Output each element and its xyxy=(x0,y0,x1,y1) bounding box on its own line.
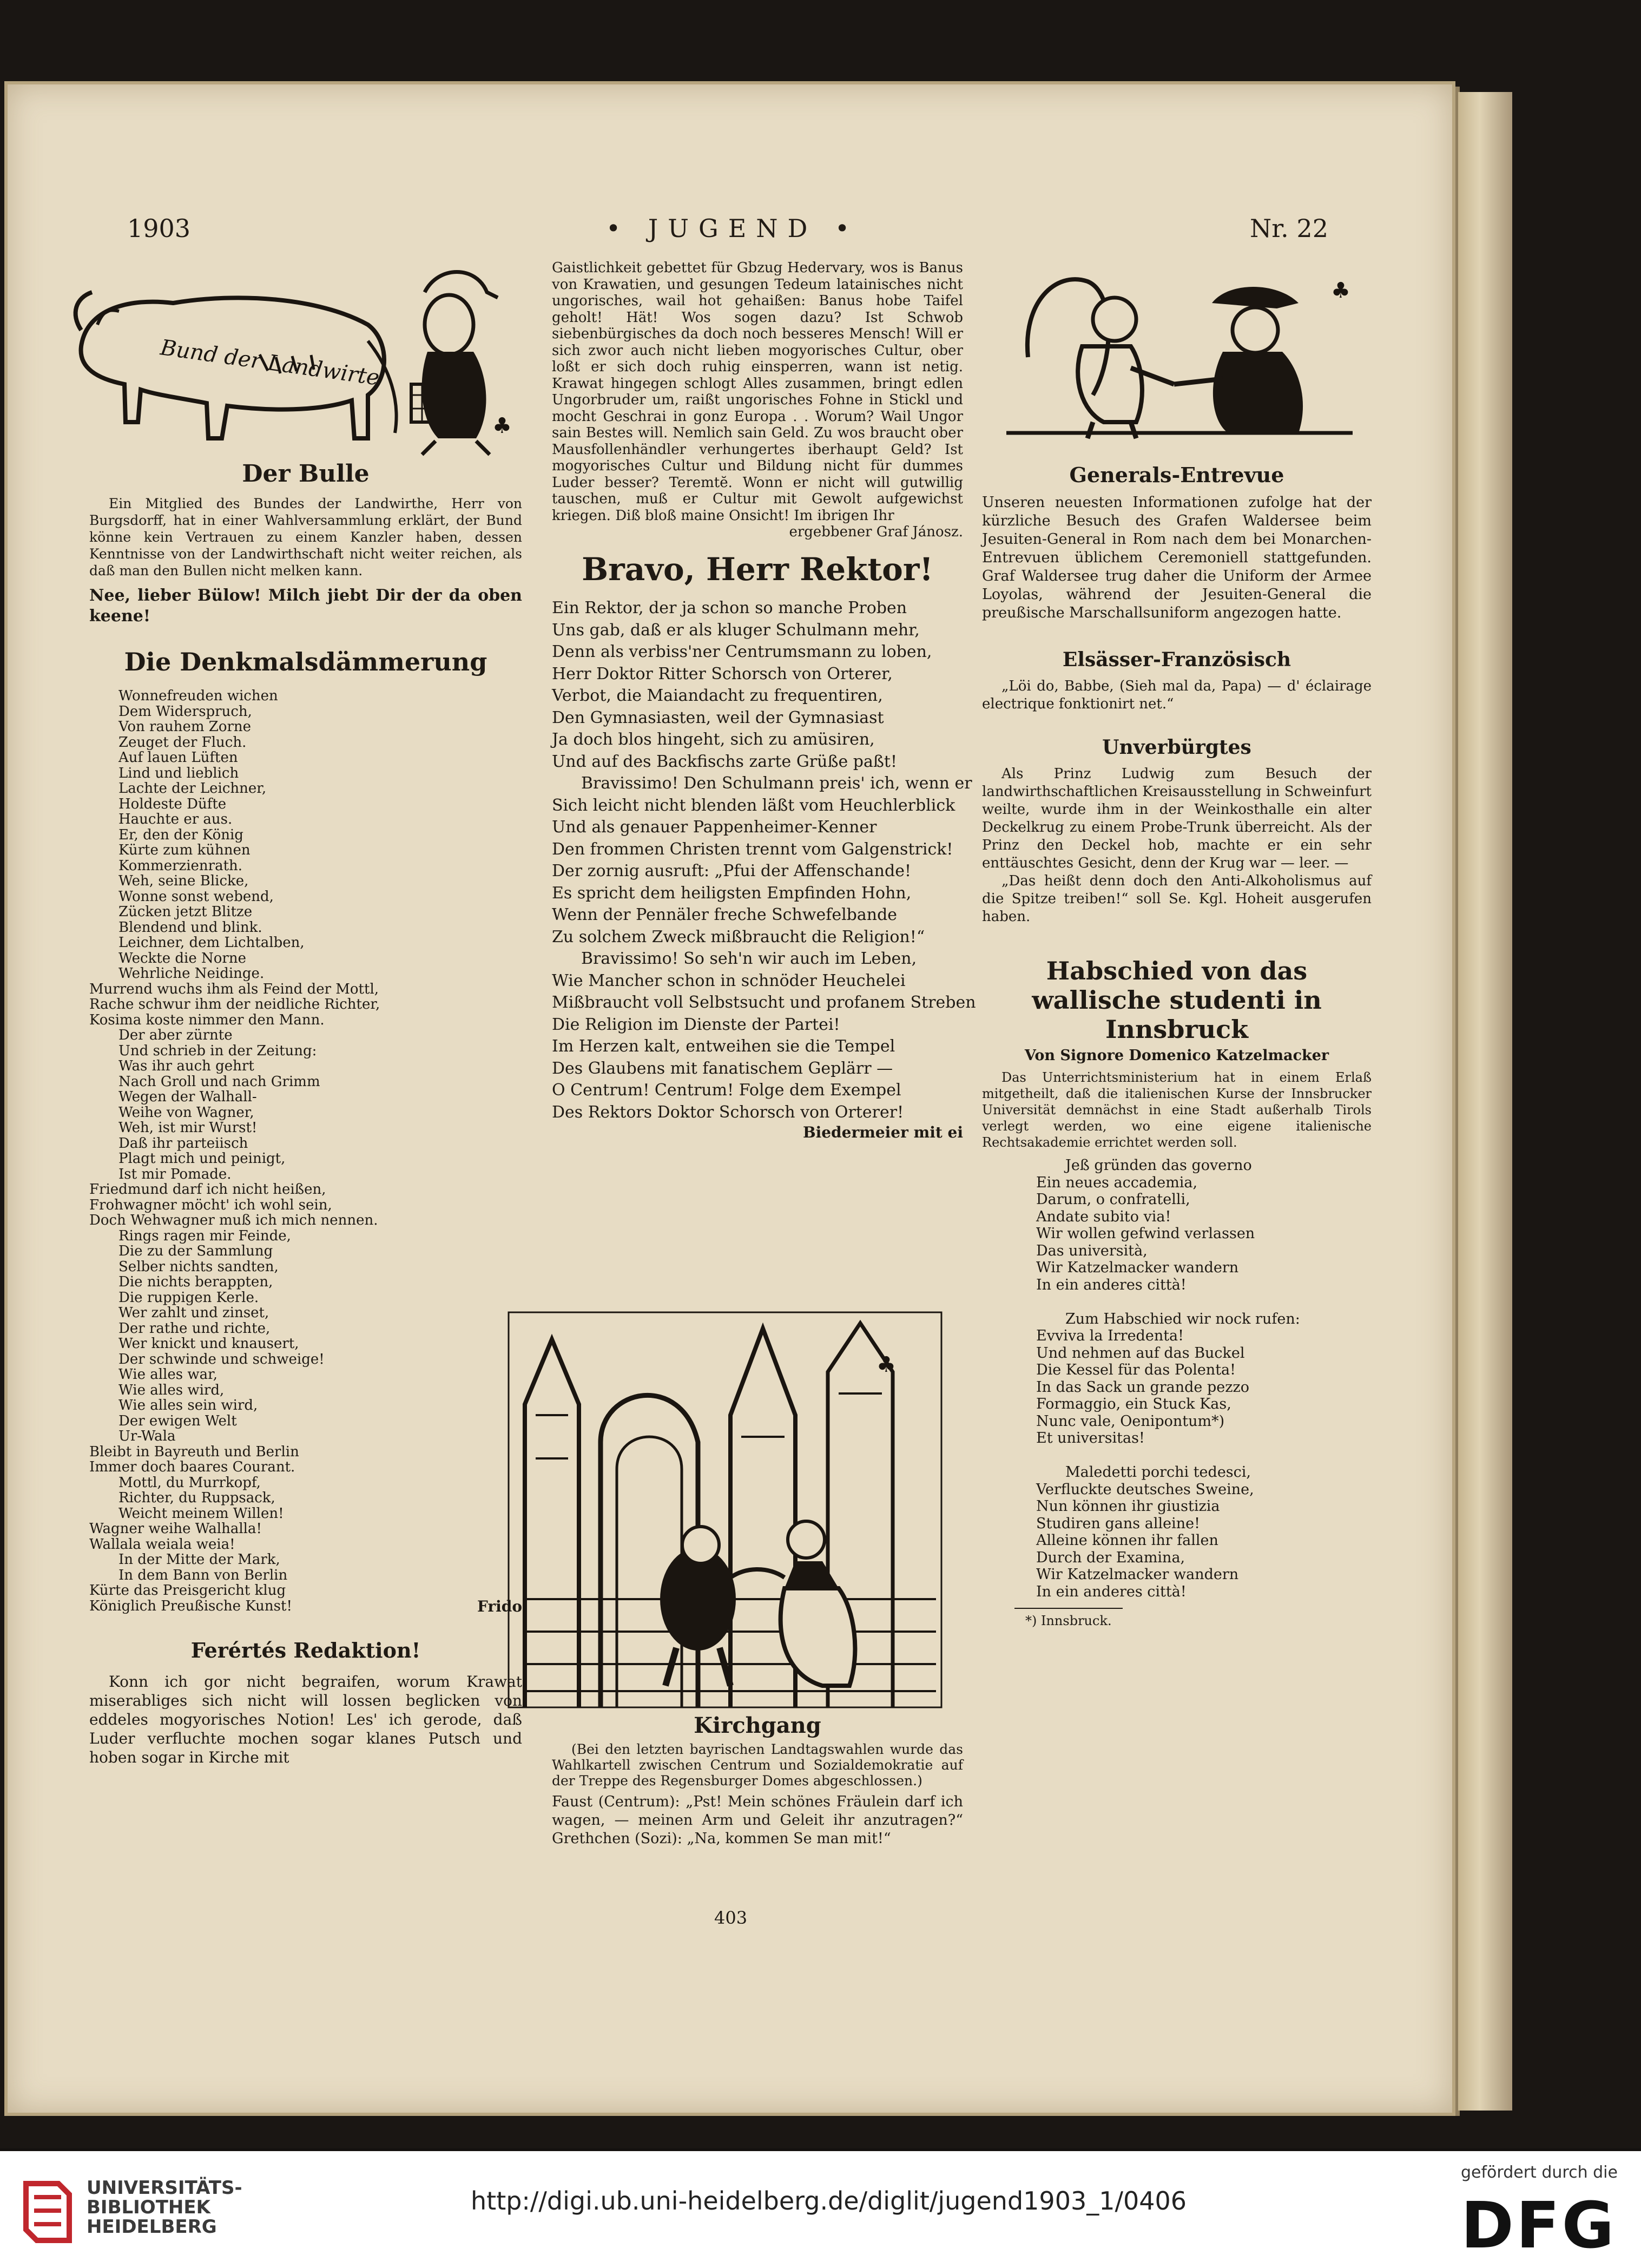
generals-text: Unseren neuesten Informationen zufolge hat der kürzliche Besuch des Grafen Waldersee beim Jesuiten-General in Rom nach dem bei Monarchen-Entrevuen üblichem Ceremoniell stattgefunden. Graf Waldersee trug daher die Uniform der Armee Loyolas, während der Jesuiten-General die preußische Marschallsuniform angezogen hatte. xyxy=(982,494,1372,621)
header-number: Nr. 22 xyxy=(1250,214,1328,243)
poem-line: Lachte der Leichner, xyxy=(118,780,267,797)
poem-line: Alleine können ihr fallen xyxy=(1036,1532,1218,1549)
source-url[interactable]: http://digi.ub.uni-heidelberg.de/diglit/jugend1903_1/0406 xyxy=(471,2186,1187,2216)
poem-line: Zum Habschied wir nock rufen: xyxy=(1065,1310,1300,1327)
poem-line: Ja doch blos hingeht, sich zu amüsiren, xyxy=(552,730,875,749)
header-year: 1903 xyxy=(127,214,191,243)
poem-line: Maledetti porchi tedesci, xyxy=(1065,1464,1251,1481)
poem-line: Wer zahlt und zinset, xyxy=(118,1305,269,1321)
habschied-intro: Das Unterrichtsministerium hat in einem Erlaß mitgetheilt, daß die italienischen Kurse der Innsbrucker Universität demnächst in eine Stadt außerhalb Tirols verlegt werden, wo eine eigene italienische Rechtsakademie errichtet werden soll. xyxy=(982,1070,1372,1150)
bravo-title: Bravo, Herr Rektor! xyxy=(582,551,933,588)
bulle-title: Der Bulle xyxy=(242,460,370,488)
page-number: 403 xyxy=(714,1908,748,1928)
club-glyph-church: ♣ xyxy=(876,1352,896,1377)
book-spine xyxy=(1458,92,1512,2111)
poem-line: Wagner weihe Walhalla! xyxy=(89,1521,262,1537)
generals-drawing-svg xyxy=(996,260,1369,460)
elsaesser-text: „Löi do, Babbe, (Sieh mal da, Papa) — d' éclairage electrique fonktionirt net.“ xyxy=(982,678,1372,712)
habschied-author: Von Signore Domenico Katzelmacker xyxy=(1024,1047,1329,1064)
poem-line: Den Gymnasiasten, weil der Gymnasiast xyxy=(552,708,884,727)
poem-line: Hauchte er aus. xyxy=(118,811,233,827)
poem-line: Wir wollen gefwind verlassen xyxy=(1036,1225,1255,1242)
header-title: • JUGEND • xyxy=(606,214,860,243)
poem-line: Friedmund darf ich nicht heißen, xyxy=(89,1181,326,1198)
poem-line: Leichner, dem Lichtalben, xyxy=(118,935,305,951)
poem-line: Frohwagner möcht' ich wohl sein, xyxy=(89,1197,332,1213)
unverbuergtes-text: Als Prinz Ludwig zum Besuch der landwirthschaftlichen Kreisausstellung in Schweinfurt weilte, wurde ihm in der Weinkosthalle ein alter Deckelkrug zu einem Probe-Trunk überreicht. Als der Prinz den Deckel hob, machte er ein sehr enttäuschtes Gesicht, denn der Krug war — leer. — xyxy=(982,766,1372,871)
bulle-text: Ein Mitglied des Bundes der Landwirthe, Herr von Burgsdorff, hat in einer Wahlversammlung erklärt, der Bund könne kein Vertrauen zu einem Kanzler haben, dessen Kenntnisse von der Landwirthschaft nicht weiter reichen, als daß man den Bullen nicht melken kann. xyxy=(89,496,522,578)
bulle-quote: Nee, lieber Bülow! Milch jiebt Dir der da oben keene! xyxy=(89,586,522,626)
poem-line: Doch Wehwagner muß ich mich nennen. xyxy=(89,1212,378,1228)
poem-line: Verbot, die Maiandacht zu frequentiren, xyxy=(552,686,883,705)
poem-line: Weicht meinem Willen! xyxy=(118,1505,284,1522)
poem-line: Wie alles war, xyxy=(118,1366,218,1383)
poem-line: Weh, seine Blicke, xyxy=(118,873,249,889)
habschied-title: Habschied von das wallische studenti in Innsbruck xyxy=(1032,956,1322,1044)
right-column xyxy=(982,463,1372,1630)
elsaesser-title: Elsässer-Französisch xyxy=(1062,648,1291,671)
poem-line: Evviva la Irredenta! xyxy=(1036,1327,1184,1344)
poem-line: Und als genauer Pappenheimer-Kenner xyxy=(552,818,877,837)
poem-line: Jeß gründen das governo xyxy=(1065,1157,1252,1174)
denkmal-poem xyxy=(89,688,522,1614)
poem-line: Wonnefreuden wichen xyxy=(118,688,278,704)
poem-line: Durch der Examina, xyxy=(1036,1549,1185,1566)
poem-line: Rings ragen mir Feinde, xyxy=(118,1227,291,1244)
generals-illustration xyxy=(996,260,1369,460)
poem-line: Auf lauen Lüften xyxy=(118,750,238,766)
poem-line: Wir Katzelmacker wandern xyxy=(1036,1566,1239,1583)
poem-line: Bleibt in Bayreuth und Berlin xyxy=(89,1443,299,1460)
poem-line: Wallala weiala weia! xyxy=(89,1536,235,1553)
footnote-rule xyxy=(1014,1608,1123,1609)
poem-line: Der rathe und richte, xyxy=(118,1320,271,1337)
poem-line: Kosima koste nimmer den Mann. xyxy=(89,1011,325,1028)
poem-line: Zeuget der Fluch. xyxy=(118,734,247,751)
generals-title: Generals-Entrevue xyxy=(1069,463,1284,487)
poem-line: Kürte das Preisgericht klug xyxy=(89,1582,286,1599)
library-name: UNIVERSITÄTS- BIBLIOTHEK HEIDELBERG xyxy=(87,2177,242,2238)
ferertes-title: Ferértés Redaktion! xyxy=(190,1638,421,1662)
poem-line: Weh, ist mir Wurst! xyxy=(118,1120,258,1136)
poem-line: Et universitas! xyxy=(1036,1430,1145,1447)
poem-line: Was ihr auch gehrt xyxy=(118,1058,254,1074)
poem-line: Wegen der Walhall- xyxy=(118,1089,257,1105)
poem-line: O Centrum! Centrum! Folge dem Exempel xyxy=(552,1081,901,1100)
poem-line: Kommerzienrath. xyxy=(118,857,243,874)
poem-line: Und nehmen auf das Buckel xyxy=(1036,1344,1245,1362)
poem-line: Des Glaubens mit fanatischem Geplärr — xyxy=(552,1059,893,1078)
poem-line: Wonne sonst webend, xyxy=(118,888,274,905)
poem-line: Mottl, du Murrkopf, xyxy=(118,1474,261,1491)
poem-line: Lind und lieblich xyxy=(118,765,239,781)
poem-line: Ein Rektor, der ja schon so manche Proben xyxy=(552,599,907,617)
poem-line: In ein anderes città! xyxy=(1036,1583,1187,1600)
poem-line: In der Mitte der Mark, xyxy=(118,1552,280,1568)
poem-line: Des Rektors Doktor Schorsch von Orterer! xyxy=(552,1102,904,1122)
poem-line: Nun können ihr giustizia xyxy=(1036,1498,1220,1515)
poem-line: Dem Widerspruch, xyxy=(118,703,252,720)
poem-line: Der zornig ausruft: „Pfui der Affenschande! xyxy=(552,862,911,880)
bull-label: Bund der Landwirte xyxy=(159,335,381,391)
poem-line: Bravissimo! Den Schulmann preis' ich, wenn er xyxy=(581,774,972,793)
poem-line: Mißbraucht voll Selbstsucht und profanem Streben xyxy=(552,993,976,1012)
bravo-poem xyxy=(552,597,976,1123)
poem-line: Den frommen Christen trennt vom Galgenstrick! xyxy=(552,839,953,859)
kirchgang-illustration xyxy=(503,1307,947,1713)
poem-line: Er, den der König xyxy=(118,826,243,843)
unverbuergtes-quote: „Das heißt denn doch den Anti-Alkoholismus auf die Spitze treiben!“ soll Se. Kgl. Hoheit ausgerufen haben. xyxy=(982,873,1372,925)
poem-line: Holdeste Düfte xyxy=(118,796,227,812)
poem-line: Andate subito via! xyxy=(1036,1208,1171,1225)
club-glyph: ♣ xyxy=(492,413,512,438)
poem-line: Denn als verbiss'ner Centrumsmann zu loben, xyxy=(552,642,932,661)
bull-drawing-svg xyxy=(65,260,514,460)
poem-line xyxy=(1036,1293,1372,1311)
poem-line: Zu solchem Zweck mißbraucht die Religion!“ xyxy=(552,927,925,946)
poem-line: Ur-Wala xyxy=(118,1428,176,1444)
poem-line: In ein anderes città! xyxy=(1036,1276,1187,1293)
poem-line: Kürte zum kühnen xyxy=(118,842,251,858)
poem-line: Bravissimo! So seh'n wir auch im Leben, xyxy=(581,949,917,968)
poem-line: In dem Bann von Berlin xyxy=(118,1567,288,1583)
poem-line: Und auf des Backfischs zarte Grüße paßt! xyxy=(552,752,898,771)
poem-line: Nach Groll und nach Grimm xyxy=(118,1073,320,1090)
poem-line: Wie Mancher schon in schnöder Heuchelei xyxy=(552,971,906,990)
poem-line: Wie alles sein wird, xyxy=(118,1397,258,1414)
poem-line: Verfluckte deutsches Sweine, xyxy=(1036,1481,1254,1498)
poem-line: Studiren gans alleine! xyxy=(1036,1515,1200,1532)
bravo-signature: Biedermeier mit ei xyxy=(802,1123,963,1141)
kirchgang-block xyxy=(552,1713,963,1848)
poem-line: Herr Doktor Ritter Schorsch von Orterer, xyxy=(552,664,893,683)
denkmal-signature: Frido xyxy=(477,1598,522,1615)
poem-line: Im Herzen kalt, entweihen sie die Tempel xyxy=(552,1037,895,1056)
poem-line: Die Kessel für das Polenta! xyxy=(1036,1362,1236,1378)
poem-line: Und schrieb in der Zeitung: xyxy=(118,1042,317,1059)
poem-line: Wer knickt und knausert, xyxy=(118,1336,299,1352)
library-logo-icon xyxy=(15,2175,80,2249)
kirchgang-caption: (Bei den letzten bayrischen Landtagswahlen wurde das Wahlkartell zwischen Centrum und Sozialdemokratie auf der Treppe des Regensburger Domes abgeschlossen.) xyxy=(552,1741,963,1789)
poem-line: Formaggio, ein Stuck Kas, xyxy=(1036,1396,1231,1412)
poem-line: Die nichts berappten, xyxy=(118,1274,273,1290)
poem-line: Ist mir Pomade. xyxy=(118,1166,232,1182)
ferertes-text: Konn ich gor nicht begraifen, worum Krawat miserabliges sich nicht will lossen beglicken von eddeles mogyorisches Notion! Les' ich gerode, daß Luder verfluchte mochen sogar klanes Putsch und hoben sogar in Kirche mit xyxy=(89,1673,522,1766)
habschied-poem xyxy=(1036,1157,1372,1600)
left-column xyxy=(89,460,522,1767)
denkmal-title: Die Denkmalsdämmerung xyxy=(124,647,487,676)
dfg-logo: DFG xyxy=(1461,2188,1617,2263)
poem-line: Wenn der Pennäler freche Schwefelbande xyxy=(552,905,898,924)
kirchgang-title: Kirchgang xyxy=(694,1713,821,1738)
poem-line: Nunc vale, Oenipontum*) xyxy=(1036,1412,1225,1430)
digitization-footer xyxy=(0,2151,1641,2268)
funding-label: gefördert durch die xyxy=(1461,2163,1618,2182)
hungarian-letter-continued: Gaistlichkeit gebettet für Gbzug Hedervary, wos is Banus von Krawatien, und gesungen Tedeum latainisches nicht ungorisches, wail hot gehaißen: Banus hobe Taifel geholt! Hät! Wos sogen dazu? Ist Schwob siebenbürgisches da doch noch besseres Mensch! Will er sich zwor auch nicht lieben mogyorisches Cultur, ober loßt er sich doch ruhig einsperren, wann ist netig. Krawat hingegen schlogt Alles zusammen, bringt edlen Ungorbruder um, raißt ungorisches Fohne in Stickl und mocht Geschrai in gonz Europa . . Worum? Wail Ungor sain Bestes will. Nemlich sain Geld. Zu wos braucht ober Mausfollenhändler verhungertes iberhaupt Geld? Ist mogyorisches Cultur und Bildung nicht für dummes Luder besser? Teremtĕ. Wonn er nicht will gutwillig tauschen, muß er Cultur mit Gewolt aufgewichst kriegen. Diß bloß maine Onsicht! Im ibrigen Ihr xyxy=(552,260,963,524)
poem-line: Wie alles wird, xyxy=(118,1382,225,1398)
poem-line: Selber nichts sandten, xyxy=(118,1258,279,1275)
poem-line xyxy=(1036,1447,1372,1464)
poem-line: Königlich Preußische Kunst! xyxy=(89,1598,292,1614)
poem-line: Daß ihr parteiisch xyxy=(118,1135,248,1152)
poem-line: Die zu der Sammlung xyxy=(118,1243,273,1259)
poem-line: Ein neues accademia, xyxy=(1036,1174,1198,1191)
club-glyph-generals: ♣ xyxy=(1331,278,1350,303)
poem-line: Wehrliche Neidinge. xyxy=(118,965,265,982)
poem-line: In das Sack un grande pezzo xyxy=(1036,1378,1249,1396)
poem-line: Von rauhem Zorne xyxy=(118,719,252,735)
poem-line: Wir Katzelmacker wandern xyxy=(1036,1259,1239,1276)
poem-line: Weihe von Wagner, xyxy=(118,1104,254,1121)
kirchgang-dialog: Faust (Centrum): „Pst! Mein schönes Fräulein darf ich wagen, — meinen Arm und Geleit ihr anzutragen?“ Grethchen (Sozi): „Na, kommen Se man mit!“ xyxy=(552,1793,963,1847)
poem-line: Das università, xyxy=(1036,1242,1148,1259)
poem-line: Darum, o confratelli, xyxy=(1036,1191,1190,1208)
letter-signature: ergebbener Graf Jánosz. xyxy=(789,524,963,540)
poem-line: Der schwinde und schweige! xyxy=(118,1351,325,1368)
poem-line: Der ewigen Welt xyxy=(118,1412,237,1429)
poem-line: Die Religion im Dienste der Partei! xyxy=(552,1015,840,1034)
poem-line: Sich leicht nicht blenden läßt vom Heuchlerblick xyxy=(552,796,955,815)
poem-line: Immer doch baares Courant. xyxy=(89,1459,295,1475)
poem-line: Blendend und blink. xyxy=(118,919,262,936)
church-drawing-svg xyxy=(503,1307,947,1713)
habschied-footnote: *) Innsbruck. xyxy=(1025,1613,1112,1628)
poem-line: Weckte die Norne xyxy=(118,950,246,967)
poem-line: Zücken jetzt Blitze xyxy=(118,904,253,920)
poem-line: Der aber zürnte xyxy=(118,1027,233,1043)
poem-line: Murrend wuchs ihm als Feind der Mottl, xyxy=(89,981,379,997)
unverbuergtes-title: Unverbürgtes xyxy=(1102,736,1251,759)
poem-line: Die ruppigen Kerle. xyxy=(118,1289,259,1306)
poem-line: Es spricht dem heiligsten Empfinden Hohn, xyxy=(552,883,912,903)
bull-illustration xyxy=(65,260,514,460)
poem-line: Uns gab, daß er als kluger Schulmann mehr, xyxy=(552,620,920,640)
middle-column xyxy=(552,260,976,1141)
poem-line: Richter, du Ruppsack, xyxy=(118,1490,275,1506)
poem-line: Plagt mich und peinigt, xyxy=(118,1151,286,1167)
poem-line: Rache schwur ihm der neidliche Richter, xyxy=(89,996,380,1013)
